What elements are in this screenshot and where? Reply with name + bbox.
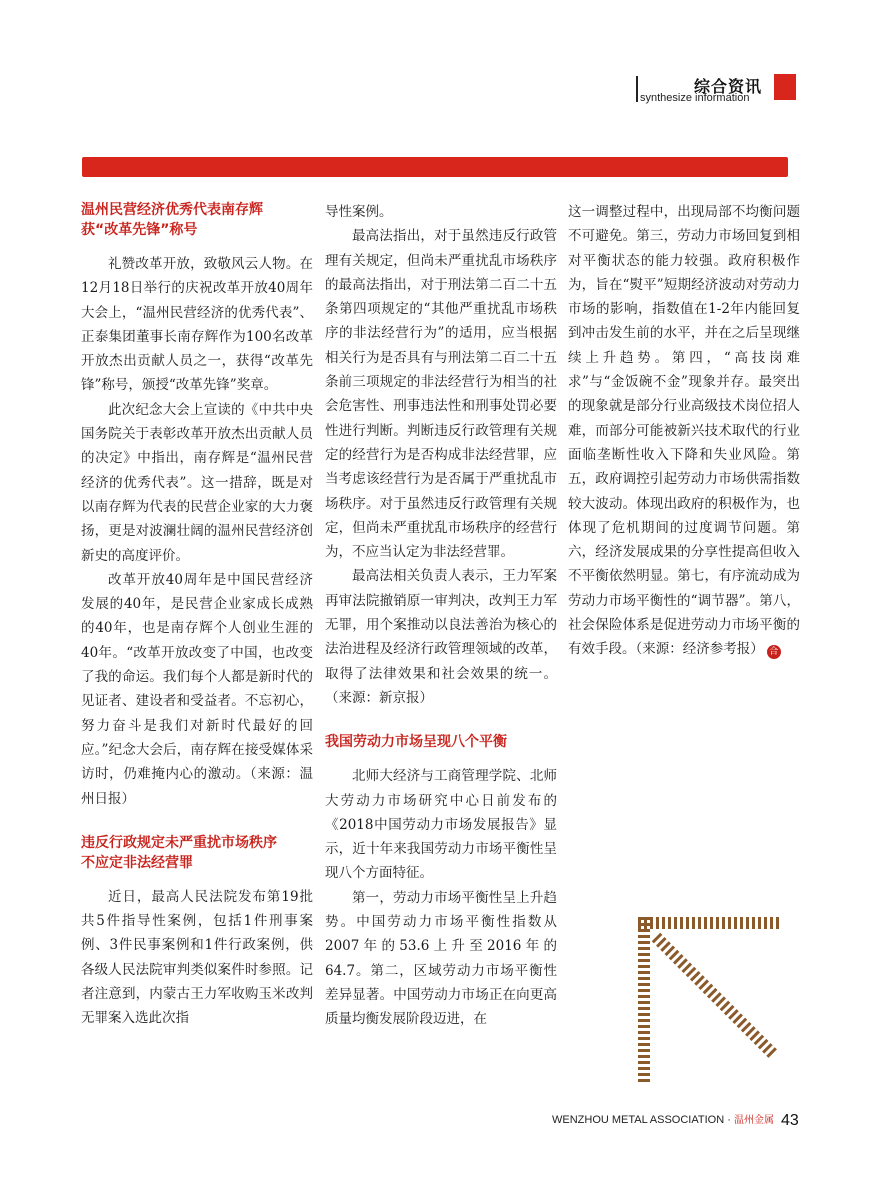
article-1-title	[81, 200, 313, 240]
column-2	[325, 200, 557, 1032]
article-2-paragraph: 最高法相关负责人表示，王力军案再审法院撤销原一审判决，改判王力军无罪，用个案推动以良法善治为核心的法治进程及经济行政管理领域的改革，取得了法律效果和社会效果的统一。（来源：新京报）	[325, 568, 557, 706]
article-2-paragraph: 最高法指出，对于虽然违反行政管理有关规定，但尚未严重扰乱市场秩序的最高法指出，对于刑法第二百二十五条第四项规定的“其他严重扰乱市场秩序的非法经营行为”的适用，应当根据相关行为是否具有与刑法第二百二十五条前三项规定的非法经营行为相当的社会危害性、刑事违法性和刑事处罚必要性进行判断。判断违反行政管理有关规定的经营行为是否构成非法经营罪，应当考虑该经营行为是否属于严重扰乱市场秩序。对于虽然违反行政管理有关规定，但尚未严重扰乱市场秩序的经营行为，不应当认定为非法经营罪。	[325, 228, 557, 561]
article-2-title-line1: 违反行政规定未严重扰市场秩序	[81, 834, 277, 851]
publication-name-en: WENZHOU METAL ASSOCIATION	[552, 1114, 725, 1126]
article-1-paragraph: 礼赞改革开放，致敬风云人物。在12月18日举行的庆祝改革开放40周年大会上，“温州民营经济的优秀代表”、正泰集团董事长南存辉作为100名改革开放杰出贡献人员之一，获得“改革先锋”称号，颁授“改革先锋”奖章。	[81, 256, 313, 394]
article-2-title	[81, 833, 313, 873]
article-2-paragraph-continued: 导性案例。	[325, 204, 393, 220]
footer-separator: ·	[727, 1114, 731, 1126]
decorative-arrow-graphic	[638, 915, 788, 1095]
section-title-cn: 综合资讯	[694, 77, 763, 96]
article-1-title-line1: 温州民营经济优秀代表南存辉	[81, 202, 263, 218]
header-divider	[636, 76, 638, 102]
publication-name-cn: 温州金属	[733, 1115, 774, 1126]
column-3	[568, 200, 800, 662]
section-title-en: synthesize information	[640, 92, 750, 104]
header-red-block	[774, 74, 796, 100]
section-header	[636, 74, 796, 114]
end-of-article-icon: 合	[767, 645, 781, 659]
article-3-title: 我国劳动力市场呈现八个平衡	[325, 734, 507, 751]
column-1	[81, 200, 313, 1031]
article-2-title-line2: 不应定非法经营罪	[81, 854, 193, 871]
article-1-title-line2: 获“改革先锋”称号	[81, 222, 198, 238]
article-2-paragraph: 近日，最高人民法院发布第19批共5件指导性案例，包括1件刑事案例、3件民事案例和1件行政案例，供各级人民法院审判类似案件时参照。记者注意到，内蒙古王力军收购玉米改判无罪案入选此次指	[81, 888, 313, 1027]
page-footer	[552, 1111, 799, 1130]
article-3-paragraph: 第一，劳动力市场平衡性呈上升趋势。中国劳动力市场平衡性指数从2007年的53.6上升至2016年的64.7。第二，区域劳动力市场平衡性差异显著。中国劳动力市场正在向更高质量均衡发展阶段迈进，在	[325, 889, 557, 1028]
article-1-paragraph: 改革开放40周年是中国民营经济发展的40年，是民营企业家成长成熟的40年，也是南存辉个人创业生涯的40年。“改革开放改变了中国，也改变了我的命运。我们每个人都是新时代的见证者、建设者和受益者。不忘初心，努力奋斗是我们对新时代最好的回应。”纪念大会后，南存辉在接受媒体采访时，仍难掩内心的激动。（来源：温州日报）	[81, 571, 313, 807]
deco-diagonal-stripe	[652, 933, 777, 1058]
article-3-paragraph-continued	[568, 200, 800, 662]
article-3-paragraph-text: 这一调整过程中，出现局部不均衡问题不可避免。第三，劳动力市场回复到相对平衡状态的能力较强。政府积极作为，旨在“熨平”短期经济波动对劳动力市场的影响，指数值在1-2年内能回复到冲击发生前的水平，并在之后呈现继续上升趋势。第四，“高技岗难求”与“金饭碗不金”现象并存。最突出的现象就是部分行业高级技术岗位招人难，而部分可能被新兴技术取代的行业面临垄断性收入下降和失业风险。第五，政府调控引起劳动力市场供需指数较大波动。体现出政府的积极作为，也体现了危机期间的过度调节问题。第六，经济发展成果的分享性提高但收入不平衡依然明显。第七，有序流动成为劳动力市场平衡性的“调节器”。第八，社会保险体系是促进劳动力市场平衡的有效手段。（来源：经济参考报）	[568, 204, 800, 658]
top-red-band	[82, 157, 788, 177]
deco-left-stripe	[638, 917, 650, 1082]
article-1-paragraph: 此次纪念大会上宣读的《中共中央 国务院关于表彰改革开放杰出贡献人员的决定》中指出，南存辉是“温州民营经济的优秀代表”。这一措辞，既是对以南存辉为代表的民营企业家的大力褒扬，更是对波澜壮阔的温州民营经济创新史的高度评价。	[81, 401, 313, 564]
article-3-paragraph: 北师大经济与工商管理学院、北师大劳动力市场研究中心日前发布的《2018中国劳动力市场发展报告》显示，近十年来我国劳动力市场平衡性呈现八个方面特征。	[325, 768, 557, 882]
deco-top-stripe	[638, 917, 779, 929]
page-number: 43	[781, 1112, 799, 1129]
